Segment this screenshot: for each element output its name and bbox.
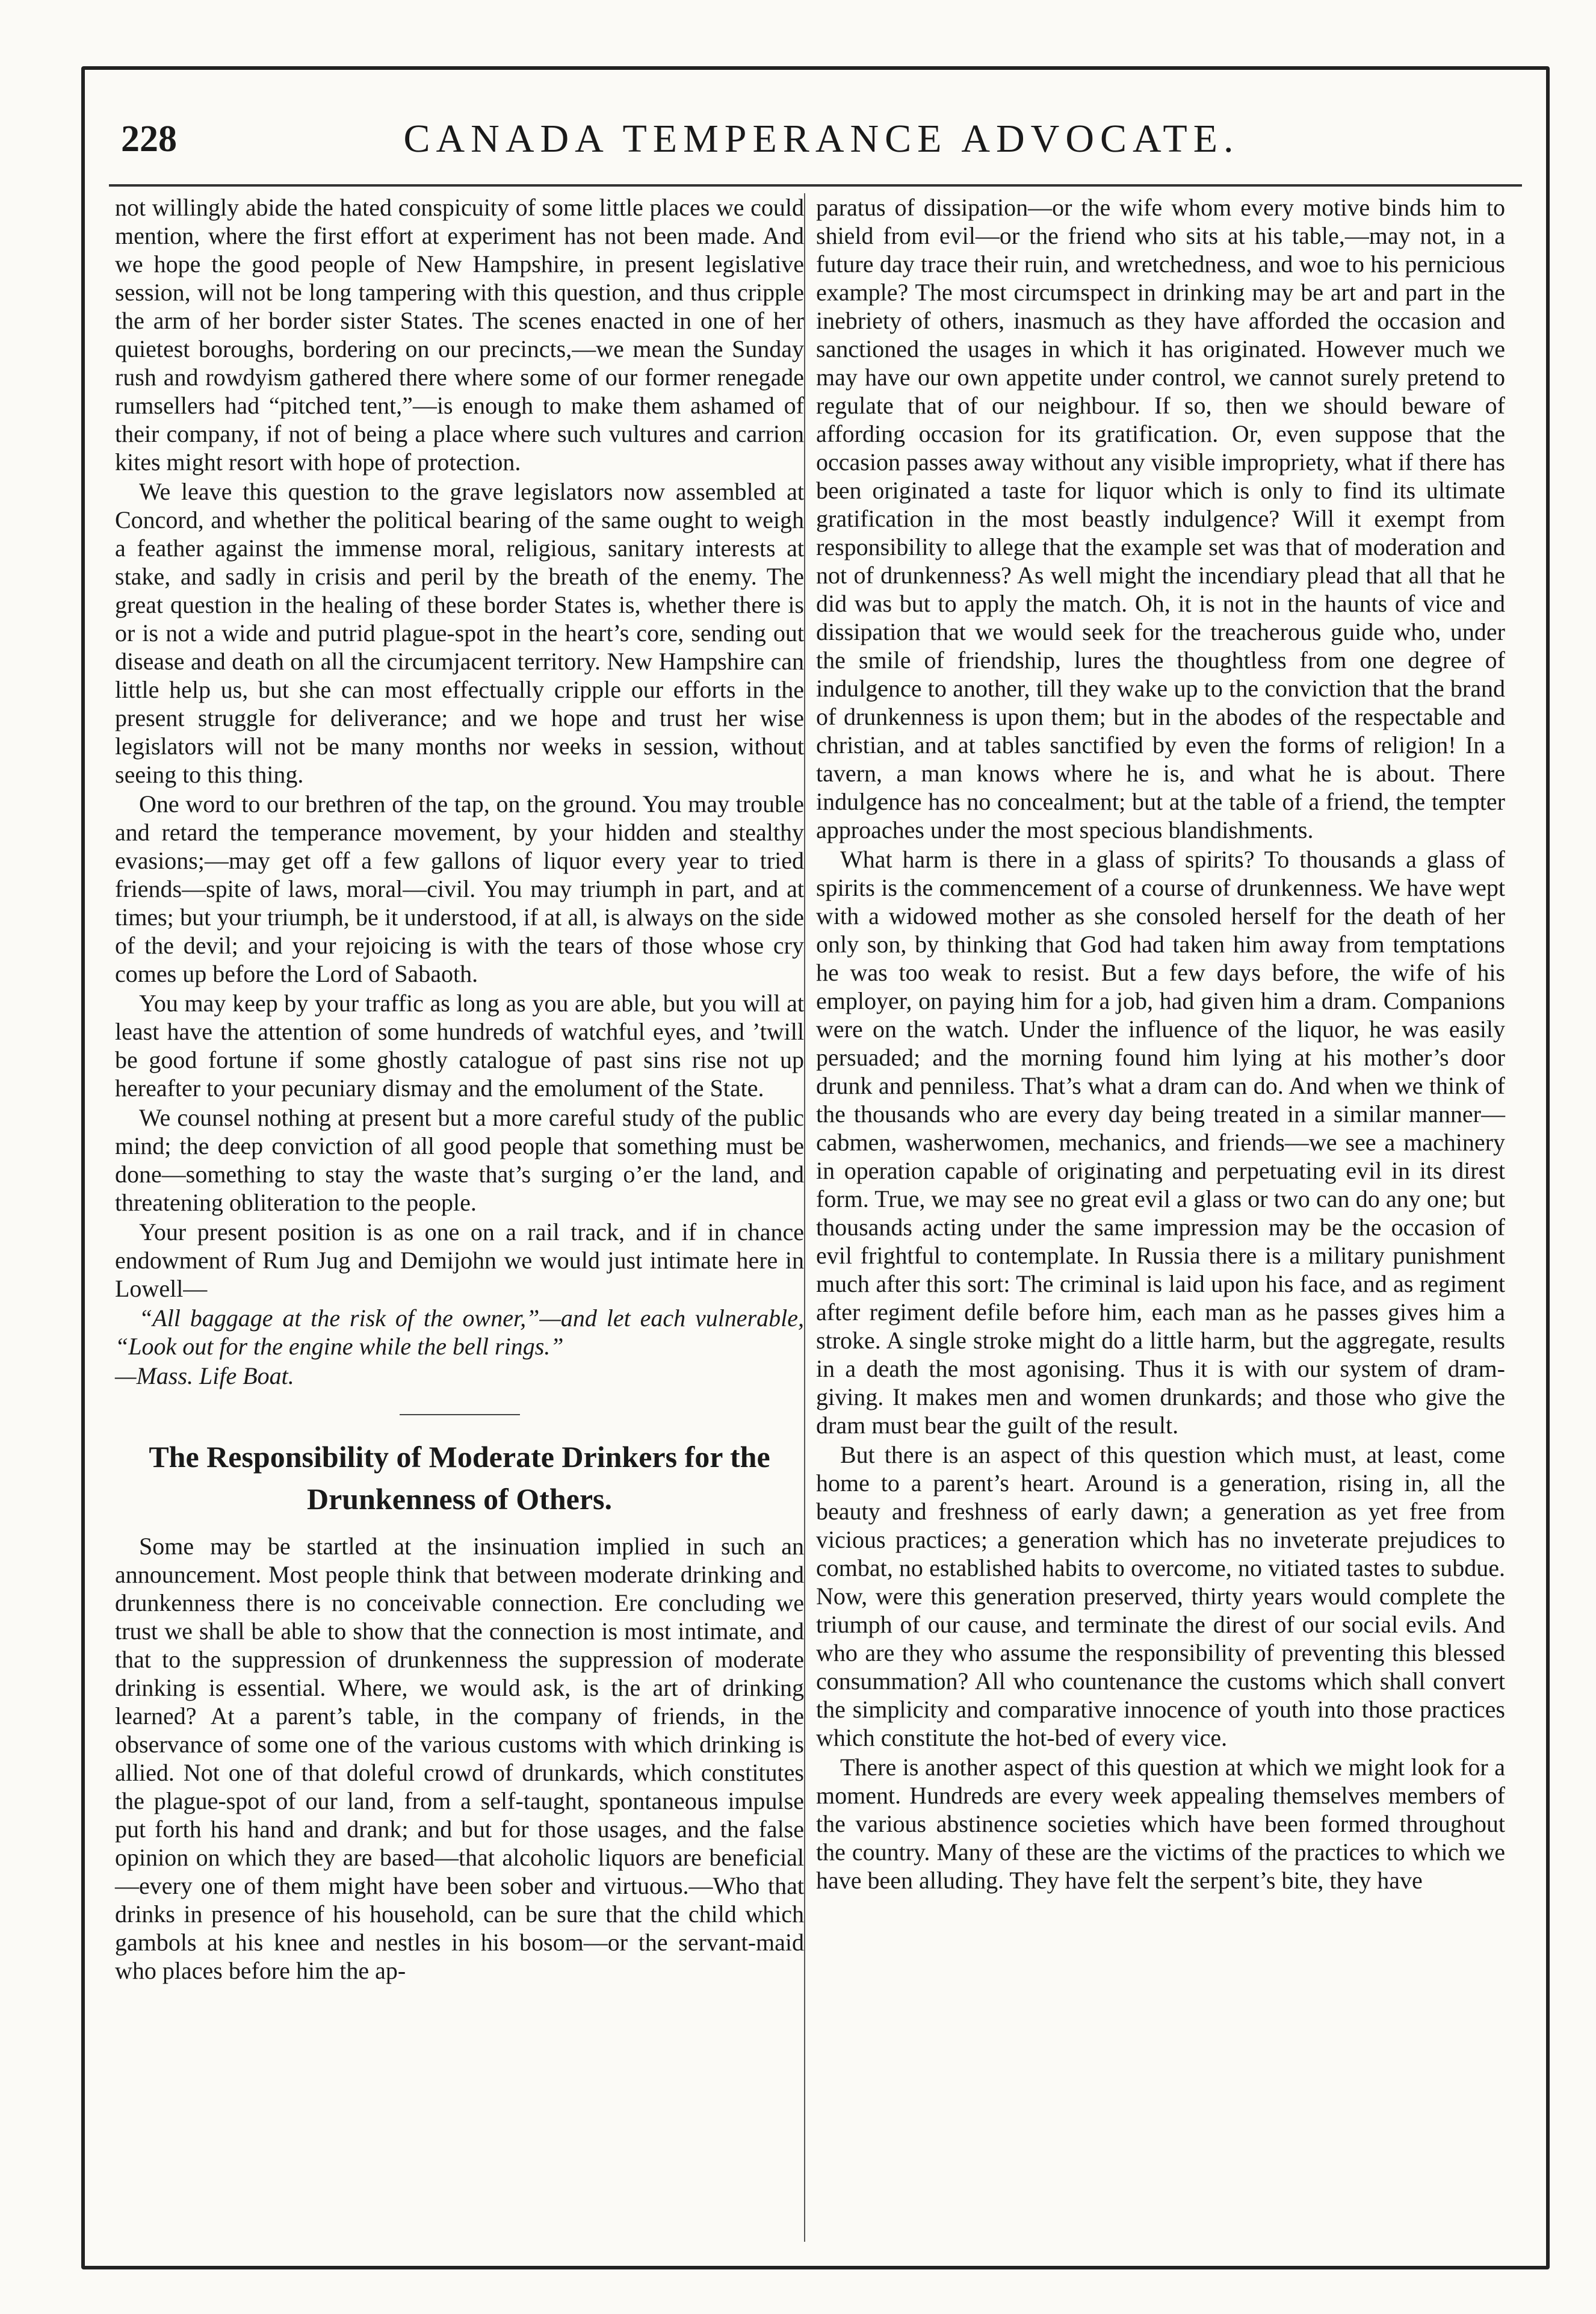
paragraph: paratus of dissipation—or the wife whom every motive binds him to shield from evil—or the friend who sits at his table,—may not, in a future day trace their ruin, and wretchedness, and woe to his pernicious example? The most circumspect in drinking may be art and part in the inebriety of others, inasmuch as they have afforded the occasion and sanctioned the usages in which it has originated. However much we may have our own appetite under control, we cannot surely pretend to regulate that of our neighbour. If so, then we should beware of affording occasion for its gratification. Or, even suppose that the occasion passes away without any visible impropriety, what if there has been originated a taste for liquor which is only to find its ultimate gratification in the most beastly indulgence? Will it exempt from responsibility to allege that the example set was that of moderation and not of drunkenness? As well might the incendiary plead that all that he did was but to apply the match. Oh, it is not in the haunts of vice and dissipation that we would seek for the treacherous guide who, under the smile of friendship, lures the thoughtless from one degree of indulgence to another, till they wake up to the conviction that the brand of drunkenness is upon them; but in the abodes of the respectable and christian, and at tables sanctified by even the forms of religion! In a tavern, a man knows where he is, and what he is about. There indulgence has no concealment; but at the table of a friend, the tempter approaches under the most specious blandishments. — [816, 194, 1505, 843]
left-column — [115, 193, 804, 1986]
paragraph: We leave this question to the grave legislators now assembled at Concord, and whether the political bearing of the same ought to weigh a feather against the immense moral, religious, sanitary interests at stake, and sadly in crisis and peril by the breath of the enemy. The great question in the healing of these border States is, whether there is or is not a wide and putrid plague-spot in the heart’s core, sending out disease and death on all the circumjacent territory. New Hampshire can little help us, but she can most effectually cripple our efforts in the present struggle for deliverance; and we hope and trust her wise legislators will not be many months nor weeks in session, without seeing to this thing. — [115, 478, 804, 788]
paragraph: There is another aspect of this question at which we might look for a moment. Hundreds are every week appealing themselves members of the various abstinence societies which have been formed throughout the country. Many of these are the victims of the practices to which we have been alluding. They have felt the serpent’s bite, they have — [816, 1754, 1505, 1894]
paragraph: Some may be startled at the insinuation implied in such an announcement. Most people think that between moderate drinking and drunkenness there is no conceivable connection. Ere concluding we trust we shall be able to show that the connection is most intimate, and that to the suppression of drunkenness the suppression of moderate drinking is essential. Where, we would ask, is the art of drinking learned? At a parent’s table, in the company of friends, in the observance of some one of the various customs with which drinking is allied. Not one of that doleful crowd of drunkards, which constitutes the plague-spot of our land, from a self-taught, spontaneous impulse put forth his hand and drank; and but for those usages, and the false opinion on which they are based—that alcoholic liquors are beneficial—every one of them might have been sober and virtuous.—Who that drinks in presence of his household, can be sure that the child which gambols at his knee and nestles in his bosom—or the servant-maid who places before him the ap- — [115, 1533, 804, 1984]
section-divider — [400, 1414, 520, 1415]
paragraph: One word to our brethren of the tap, on the ground. You may trouble and retard the temperance movement, by your hidden and stealthy evasions;—may get off a few gallons of liquor every year to tried friends—spite of laws, moral—civil. You may triumph in part, and at times; but your triumph, be it understood, if at all, is always on the side of the devil; and your rejoicing is with the tears of those whose cry comes up before the Lord of Sabaoth. — [115, 790, 804, 987]
page-header — [121, 103, 1522, 175]
source-credit: —Mass. Life Boat. — [115, 1362, 294, 1389]
paragraph: Your present position is as one on a rail track, and if in chance endowment of Rum Jug and Demijohn we would just intimate here in Lowell— — [115, 1218, 804, 1302]
header-rule — [109, 184, 1522, 187]
quote: “All baggage at the risk of the owner,”—and let each vulnerable, “Look out for the engine while the bell rings.” — [115, 1304, 804, 1360]
right-column — [816, 193, 1505, 1896]
article-heading-line: Drunkenness of Others. — [307, 1482, 612, 1516]
paragraph: not willingly abide the hated conspicuity of some little places we could mention, where the first effort at experiment has not been made. And we hope the good people of New Hampshire, in present legislative session, will not be long tampering with this question, and thus cripple the arm of her border sister States. The scenes enacted in one of her quietest boroughs, bordering on our precincts,—we mean the Sunday rush and rowdyism gathered there where some of our former renegade rumsellers had “pitched tent,”—is enough to make them ashamed of their company, if not of being a place where such vultures and carrion kites might resort with hope of protection. — [115, 194, 804, 476]
article-heading — [115, 1436, 804, 1520]
paragraph: We counsel nothing at present but a more careful study of the public mind; the deep conviction of all good people that something must be done—something to stay the waste that’s surging o’er the land, and threatening obliteration to the people. — [115, 1104, 804, 1216]
article-heading-line: The Responsibility of Moderate Drinkers for the — [149, 1440, 770, 1474]
column-divider — [804, 193, 805, 2242]
paragraph: But there is an aspect of this question which must, at least, come home to a parent’s heart. Around is a generation, rising in, all the beauty and freshness of early dawn; a generation as yet free from vicious practices; a generation which has no inveterate prejudices to combat, no established habits to overcome, no vitiated tastes to subdue. Now, were this generation preserved, thirty years would complete the triumph of our cause, and terminate the direst of our social evils. And who are they who assume the responsibility of preventing this blessed consummation? All who countenance the customs which shall convert the simplicity and comparative innocence of youth into those practices which constitute the hot-bed of every vice. — [816, 1441, 1505, 1751]
page-number: 228 — [121, 118, 177, 160]
paragraph: What harm is there in a glass of spirits? To thousands a glass of spirits is the commencement of a course of drunkenness. We have wept with a widowed mother as she consoled herself for the death of her only son, by thinking that God had taken him away from temptations he was too weak to resist. But a few days before, the wife of his employer, on paying him for a job, had given him a dram. Companions were on the watch. Under the influence of the liquor, he was easily persuaded; and the morning found him lying at his mother’s door drunk and penniless. That’s what a dram can do. And when we think of the thousands who are every day being treated in a similar manner—cabmen, washerwomen, mechanics, and friends—we see a machinery in operation capable of originating and perpetuating evil in its direst form. True, we may see no great evil a glass or two can do any one; but thousands acting under the same impression may be the occasion of evil frightful to contemplate. In Russia there is a military punishment much after this sort: The criminal is laid upon his face, and as regiment after regiment defile before him, each man as he passes gives him a stroke. A single stroke might do a little harm, but the aggregate, results in a death the most agonising. Thus it is with our system of dram-giving. It makes men and women drunkards; and those who give the dram must bear the guilt of the result. — [816, 846, 1505, 1439]
publication-title: CANADA TEMPERANCE ADVOCATE. — [403, 117, 1240, 161]
newspaper-page — [81, 66, 1550, 2269]
paragraph: You may keep by your traffic as long as you are able, but you will at least have the attention of some hundreds of watchful eyes, and ’twill be good fortune if some ghostly catalogue of past sins rise not up hereafter to your pecuniary dismay and the emolument of the State. — [115, 990, 804, 1102]
